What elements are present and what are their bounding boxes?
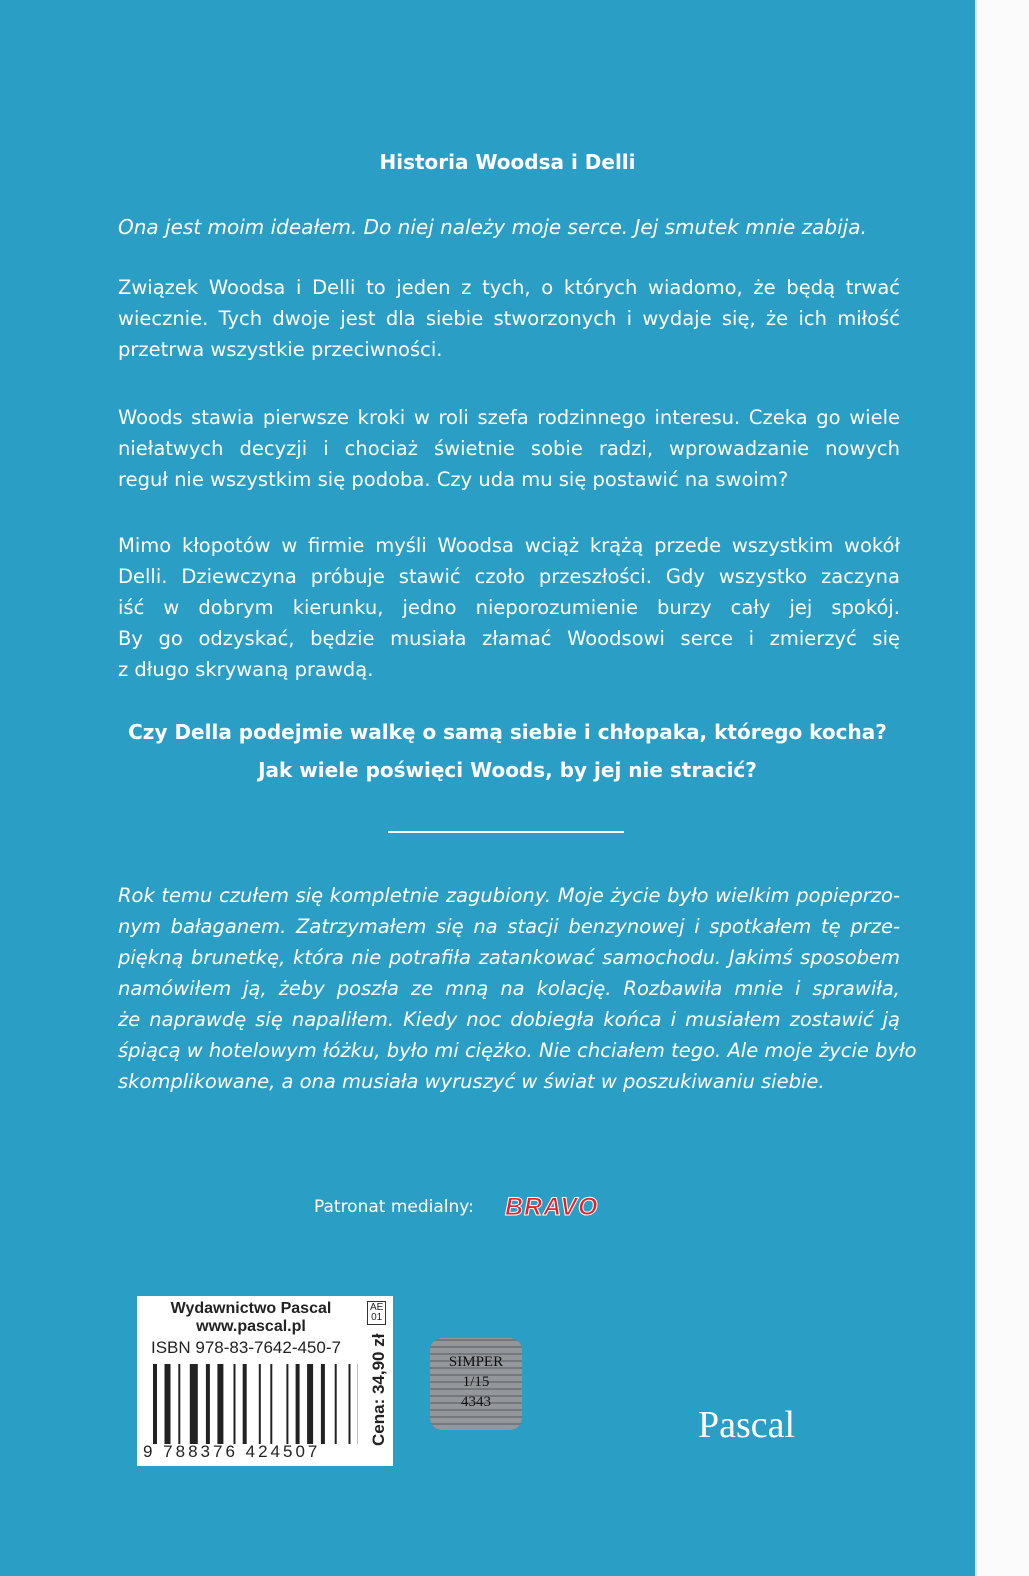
publisher-logo: Pascal (698, 1404, 796, 1446)
paragraph-2 (118, 402, 900, 495)
edition-code-line: 01 (371, 1312, 383, 1323)
text-line: Delli. Dziewczyna próbuje stawić czoło przeszłości. Gdy wszystko zaczyna (118, 565, 900, 588)
barcode-bar (321, 1364, 325, 1444)
spine-edge (975, 0, 1029, 1576)
isbn-label (137, 1296, 393, 1466)
hologram-line: 4343 (461, 1394, 491, 1410)
paragraph-3 (118, 530, 900, 685)
publisher-name: Wydawnictwo Pascal (170, 1300, 332, 1317)
text-line: Rok temu czułem się kompletnie zagubiony. Moje życie było wielkim popieprzo- (118, 884, 900, 907)
text-line: z długo skrywaną prawdą. (118, 658, 374, 681)
text-line: iść w dobrym kierunku, jedno nieporozumienie burzy cały jej spokój. (118, 596, 900, 619)
barcode-bar (307, 1364, 313, 1444)
media-patron-label: Patronat medialny: (314, 1197, 474, 1217)
publisher-url: www.pascal.pl (196, 1318, 306, 1335)
edition-code (367, 1301, 386, 1325)
barcode-bar (178, 1364, 180, 1444)
hologram-line: 1/15 (462, 1374, 490, 1390)
text-line: wiecznie. Tych dwoje jest dla siebie stworzonych i wydaje się, że ich miłość (118, 307, 900, 330)
barcode-bar (190, 1364, 198, 1444)
paragraph-1 (118, 272, 900, 365)
publisher-info (137, 1300, 365, 1336)
text-line: Woods stawia pierwsze kroki w roli szefa rodzinnego interesu. Czeka go wiele (118, 406, 900, 429)
text-line: niełatwych decyzji i chociaż świetnie sobie radzi, wprowadzanie nowych (118, 437, 900, 460)
barcode-bar (335, 1364, 337, 1444)
barcode (153, 1364, 358, 1444)
barcode-bar (206, 1364, 210, 1444)
text-line: By go odzyskać, będzie musiała złamać Woodsowi serce i zmierzyć się (118, 627, 900, 650)
barcode-bar (286, 1364, 288, 1444)
barcode-bar (153, 1364, 157, 1444)
text-line: skomplikowane, a ona musiała wyruszyć w świat w poszukiwaniu siebie. (118, 1070, 825, 1093)
price: Cena: 34,90 zł (369, 1333, 388, 1446)
barcode-bar (234, 1364, 236, 1444)
text-line: reguł nie wszystkim się podoba. Czy uda mu się postawić na swoim? (118, 468, 789, 491)
barcode-bar (243, 1364, 247, 1444)
bravo-logo: BRAVO (505, 1193, 599, 1221)
barcode-bar (217, 1364, 223, 1444)
text-line: piękną brunetkę, która nie potrafiła zatankować samochodu. Jakimś sposobem (118, 946, 900, 969)
text-line: nym bałaganem. Zatrzymałem się na stacji benzynowej i spotkałem tę prze- (118, 915, 900, 938)
text-line: Związek Woodsa i Delli to jeden z tych, o których wiadomo, że będą trwać (118, 276, 900, 299)
text-line: przetrwa wszystkie przeciwności. (118, 338, 443, 361)
barcode-bar (349, 1364, 351, 1444)
tagline: Ona jest moim ideałem. Do niej należy moje serce. Jej smutek mnie zabija. (118, 215, 867, 239)
question-2: Jak wiele poświęci Woods, by jej nie stracić? (258, 758, 757, 782)
text-line: że naprawdę się napaliłem. Kiedy noc dobiegła końca i musiałem zostawić ją (118, 1008, 900, 1031)
hologram-sticker (430, 1338, 522, 1430)
barcode-bar (270, 1364, 272, 1444)
text-line: Mimo kłopotów w firmie myśli Woodsa wciąż krążą przede wszystkim wokół (118, 534, 900, 557)
barcode-bar (259, 1364, 261, 1444)
barcode-bar (296, 1364, 300, 1444)
excerpt (118, 880, 917, 1097)
edition-code-line: AE (370, 1302, 384, 1313)
question-1: Czy Della podejmie walkę o samą siebie i chłopaka, którego kocha? (128, 720, 887, 744)
divider (388, 831, 624, 833)
hologram-line: SIMPER (448, 1354, 504, 1370)
isbn-text: ISBN 978-83-7642-450-7 (151, 1338, 341, 1357)
barcode-digits: 9 788376 424507 (143, 1442, 321, 1461)
barcode-bar (165, 1364, 171, 1444)
text-line: śpiącą w hotelowym łóżku, było mi ciężko. Nie chciałem tego. Ale moje życie było (118, 1039, 917, 1062)
blurb-title: Historia Woodsa i Delli (379, 150, 636, 174)
text-line: namówiłem ją, żeby poszła ze mną na kolację. Rozbawiła mnie i sprawiła, (118, 977, 900, 1000)
